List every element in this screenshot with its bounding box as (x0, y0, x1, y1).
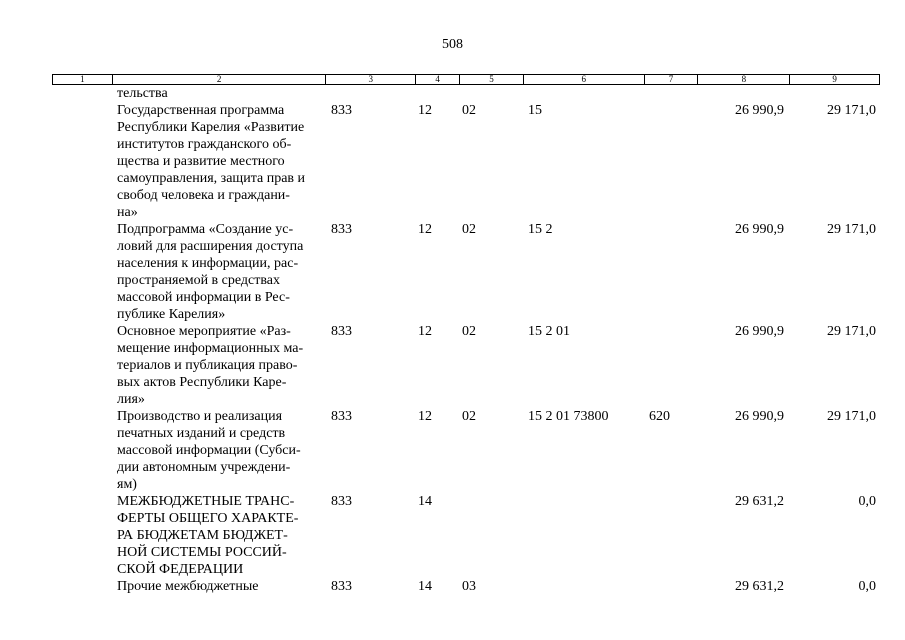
row-ministry-code: 833 (331, 222, 352, 237)
row-name: Основное мероприятие «Раз- мещение информационных ма- териалов и публикация право- вых актов Республики Каре- лия» (117, 324, 304, 407)
row-amount-9: 29 171,0 (827, 222, 876, 237)
table-row (0, 493, 905, 578)
row-target-article: 15 2 01 73800 (528, 409, 609, 424)
table-body (0, 85, 905, 595)
row-section-code: 14 (418, 494, 432, 509)
row-name: тельства (117, 86, 168, 101)
row-ministry-code: 833 (331, 494, 352, 509)
page-number: 508 (442, 37, 463, 52)
row-section-code: 12 (418, 222, 432, 237)
row-name: МЕЖБЮДЖЕТНЫЕ ТРАНС- ФЕРТЫ ОБЩЕГО ХАРАКТЕ- РА БЮДЖЕТАМ БЮДЖЕТ- НОЙ СИСТЕМЫ РОССИЙ- СКОЙ ФЕДЕРАЦИИ (117, 494, 299, 577)
row-subsection-code: 03 (462, 579, 476, 594)
row-section-code: 12 (418, 103, 432, 118)
row-name: Производство и реализация печатных изданий и средств массовой информации (Субси- дии автономным учреждени- ям) (117, 409, 301, 492)
row-section-code: 12 (418, 324, 432, 339)
column-header-1: 1 (53, 75, 113, 84)
row-amount-9: 0,0 (858, 494, 876, 509)
row-amount-8: 26 990,9 (735, 222, 784, 237)
row-amount-8: 26 990,9 (735, 409, 784, 424)
column-header-8: 8 (698, 75, 790, 84)
column-header-3: 3 (326, 75, 416, 84)
row-amount-8: 26 990,9 (735, 103, 784, 118)
table-header (52, 74, 880, 85)
column-header-4: 4 (416, 75, 460, 84)
table-row (0, 85, 905, 102)
table-row (0, 578, 905, 595)
row-amount-8: 29 631,2 (735, 494, 784, 509)
table-row (0, 221, 905, 323)
column-header-6: 6 (524, 75, 645, 84)
table-row (0, 408, 905, 493)
row-ministry-code: 833 (331, 409, 352, 424)
row-amount-8: 29 631,2 (735, 579, 784, 594)
row-subsection-code: 02 (462, 409, 476, 424)
column-header-2: 2 (113, 75, 326, 84)
row-amount-9: 29 171,0 (827, 409, 876, 424)
row-name: Прочие межбюджетные (117, 579, 259, 594)
column-header-5: 5 (460, 75, 524, 84)
column-header-7: 7 (645, 75, 699, 84)
row-target-article: 15 2 (528, 222, 553, 237)
row-section-code: 12 (418, 409, 432, 424)
row-section-code: 14 (418, 579, 432, 594)
row-target-article: 15 2 01 (528, 324, 570, 339)
table-row (0, 102, 905, 221)
table-row (0, 323, 905, 408)
row-amount-9: 0,0 (858, 579, 876, 594)
row-amount-8: 26 990,9 (735, 324, 784, 339)
row-ministry-code: 833 (331, 579, 352, 594)
column-header-9: 9 (832, 74, 837, 84)
row-ministry-code: 833 (331, 324, 352, 339)
row-subsection-code: 02 (462, 222, 476, 237)
row-subsection-code: 02 (462, 324, 476, 339)
row-expense-type: 620 (649, 409, 670, 424)
row-name: Подпрограмма «Создание ус- ловий для расширения доступа населения к информации, рас- пространяемой в средствах массовой информации в Рес- публике Карелия» (117, 222, 304, 322)
row-subsection-code: 02 (462, 103, 476, 118)
row-ministry-code: 833 (331, 103, 352, 118)
row-amount-9: 29 171,0 (827, 324, 876, 339)
row-target-article: 15 (528, 103, 542, 118)
row-name: Государственная программа Республики Карелия «Развитие институтов гражданского об- щества и развитие местного самоуправления, защита прав и свобод человека и граждани- на» (117, 103, 306, 220)
row-amount-9: 29 171,0 (827, 103, 876, 118)
